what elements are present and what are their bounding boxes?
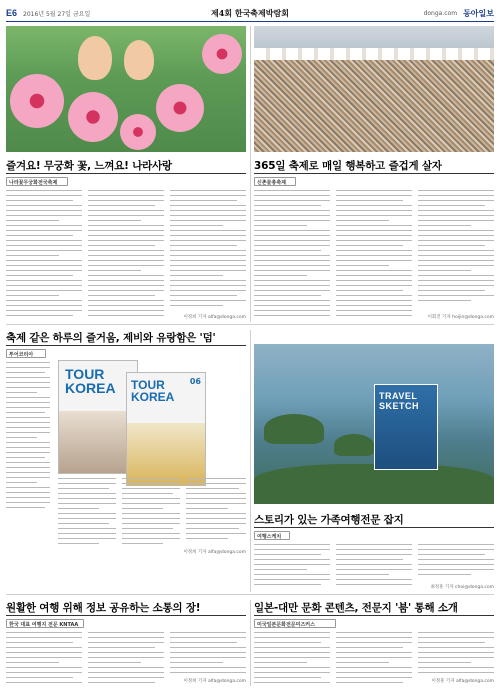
- article-column: [336, 544, 412, 589]
- credit-bottom-left: 이정희 기자 alfa@donga.com: [183, 679, 246, 684]
- article-column: [170, 632, 246, 677]
- headline-middle-right: 스토리가 있는 가족여행전문 잡지: [254, 514, 404, 526]
- child-face-left: [78, 36, 112, 80]
- article-column: [170, 190, 246, 310]
- article-column: [254, 632, 330, 687]
- headline-rule: [254, 173, 494, 174]
- headline-top-left: 즐겨요! 무궁화 꽃, 느껴요! 나라사랑: [6, 160, 172, 172]
- article-column: [58, 478, 116, 548]
- column-divider: [250, 26, 251, 322]
- headline-rule: [6, 345, 246, 346]
- article-column: [6, 190, 82, 320]
- travel-sketch-magazine: [374, 384, 438, 470]
- paper-name: 동아일보: [463, 7, 494, 18]
- site-url: donga.com: [423, 9, 458, 17]
- shoreline: [254, 464, 494, 504]
- article-column: [122, 478, 180, 548]
- cover-title-line: TOUR: [65, 366, 105, 382]
- island: [264, 414, 324, 444]
- masthead: [6, 6, 494, 20]
- article-column: [186, 478, 246, 543]
- hibiscus-flower: [68, 92, 118, 142]
- credit-middle-left: 이정희 기자 alfa@donga.com: [183, 550, 246, 555]
- hibiscus-flower: [156, 84, 204, 132]
- article-column: [418, 190, 494, 305]
- headline-rule: [6, 615, 246, 616]
- masthead-right: [424, 8, 494, 19]
- headline-rule: [6, 173, 246, 174]
- headline-middle-left: 축제 같은 하루의 즐거움, 제비와 유랑함은 '덤': [6, 332, 216, 344]
- headline-bottom-left: 원활한 여행 위해 정보 공유하는 소통의 장!: [6, 602, 201, 614]
- headline-rule: [254, 615, 494, 616]
- magazine-cover: [126, 372, 206, 486]
- crowd-tents: [254, 48, 494, 60]
- article-column: [418, 544, 494, 579]
- column-divider: [250, 600, 251, 686]
- section-divider: [6, 324, 494, 325]
- issue-date: 2016년 5월 27일 금요일: [23, 10, 91, 18]
- hibiscus-flower: [202, 34, 242, 74]
- byline-top-right: 신촌물총축제: [257, 180, 286, 186]
- cover-title-line: KOREA: [131, 390, 175, 404]
- article-column: [6, 632, 82, 687]
- byline-top-left: 나라꽃무궁화전국축제: [9, 180, 58, 186]
- headline-bottom-right: 일본-대만 문화 콘텐츠, 전문지 '붐' 통해 소개: [254, 602, 458, 614]
- credit-bottom-right: 이정훈 기자 alfa@donga.com: [431, 679, 494, 684]
- column-divider: [250, 330, 251, 592]
- hibiscus-flower: [120, 114, 156, 150]
- island: [334, 434, 374, 456]
- hibiscus-flower: [10, 74, 64, 128]
- section-divider: [6, 594, 494, 595]
- section-title: 제4회 한국축제박람회: [211, 7, 289, 18]
- byline-bottom-right: 미국일본문화전문미즈커스: [257, 622, 315, 628]
- article-column: [254, 190, 330, 320]
- photo-children-flowers: [6, 26, 246, 152]
- article-column: [88, 190, 164, 320]
- cover-title: [65, 367, 116, 395]
- magazine-title: TRAVEL SKETCH: [379, 391, 420, 411]
- page-number: E6: [6, 8, 18, 18]
- byline-middle-right: 여행스케치: [257, 534, 282, 540]
- credit-top-right: 이회진 기자 hoijin@donga.com: [427, 315, 494, 320]
- article-column: [254, 544, 330, 589]
- headline-top-right: 365일 축제로 매일 행복하고 즐겁게 살자: [254, 160, 442, 172]
- masthead-left: [6, 8, 90, 18]
- article-column: [336, 190, 412, 320]
- photo-coastline: [254, 344, 494, 504]
- credit-top-left: 이정희 기자 alfa@donga.com: [183, 315, 246, 320]
- cover-title: [131, 379, 174, 403]
- photo-festival-crowd: [254, 26, 494, 152]
- headline-rule: [254, 527, 494, 528]
- cover-title-line: TOUR: [131, 378, 165, 392]
- byline-bottom-left: 한국 대표 여행지 전문 KNTAA: [9, 622, 79, 628]
- cover-issue: 06: [189, 377, 201, 386]
- cover-image: [127, 423, 205, 485]
- byline-middle-left: 투어코리아: [9, 352, 34, 358]
- masthead-rule: [6, 21, 494, 22]
- child-face-right: [124, 40, 154, 80]
- article-column: [418, 632, 494, 677]
- credit-middle-right: 최정훈 기자 choi@donga.com: [430, 585, 494, 590]
- cover-title-line: KOREA: [65, 380, 116, 396]
